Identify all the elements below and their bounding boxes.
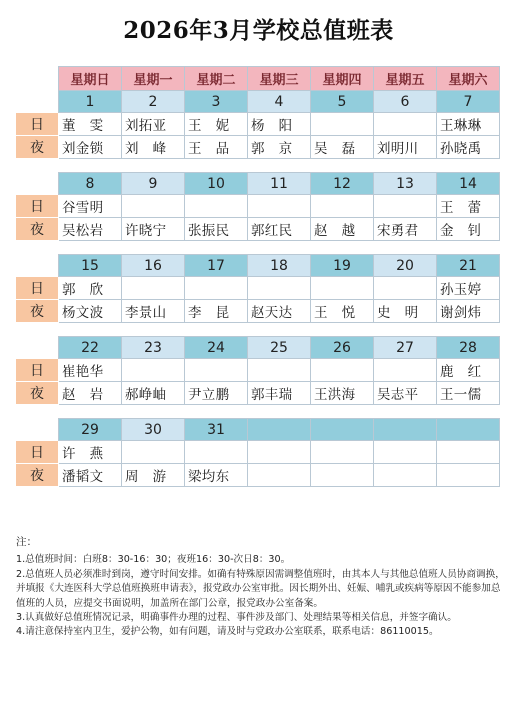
night-duty-cell: 吴松岩 — [59, 218, 122, 241]
night-shift-row — [16, 218, 500, 241]
day-shift-label: 日 — [16, 195, 59, 218]
night-duty-cell: 郭 京 — [248, 136, 311, 159]
weekday-header: 星期四 — [311, 67, 374, 91]
date-cell — [437, 419, 500, 441]
night-duty-cell: 潘韬文 — [59, 464, 122, 487]
night-shift-label: 夜 — [16, 464, 59, 487]
night-duty-cell — [374, 464, 437, 487]
day-duty-cell: 刘拓亚 — [122, 113, 185, 136]
date-cell: 12 — [311, 173, 374, 195]
date-cell: 18 — [248, 255, 311, 277]
weekday-header: 星期日 — [59, 67, 122, 91]
date-cell: 17 — [185, 255, 248, 277]
day-duty-cell — [122, 277, 185, 300]
weekday-header: 星期六 — [437, 67, 500, 91]
day-shift-row — [16, 195, 500, 218]
day-duty-cell — [311, 359, 374, 382]
day-shift-row — [16, 277, 500, 300]
night-duty-cell: 吴 磊 — [311, 136, 374, 159]
day-duty-cell: 王琳琳 — [437, 113, 500, 136]
day-shift-label: 日 — [16, 277, 59, 300]
date-cell: 28 — [437, 337, 500, 359]
night-shift-row — [16, 136, 500, 159]
weekday-header: 星期二 — [185, 67, 248, 91]
date-cell: 3 — [185, 91, 248, 113]
date-cell: 31 — [185, 419, 248, 441]
night-duty-cell: 金 钊 — [437, 218, 500, 241]
date-cell: 8 — [59, 173, 122, 195]
duty-calendar — [15, 66, 500, 487]
night-shift-row — [16, 300, 500, 323]
day-shift-row — [16, 113, 500, 136]
night-duty-cell: 刘 峰 — [122, 136, 185, 159]
week-gap-cell — [16, 323, 500, 337]
day-duty-cell — [374, 195, 437, 218]
night-duty-cell: 郭丰瑞 — [248, 382, 311, 405]
night-shift-label: 夜 — [16, 300, 59, 323]
date-cell: 26 — [311, 337, 374, 359]
date-cell: 15 — [59, 255, 122, 277]
weekday-header: 星期五 — [374, 67, 437, 91]
date-cell — [248, 419, 311, 441]
date-cell — [374, 419, 437, 441]
weekday-header: 星期一 — [122, 67, 185, 91]
date-cell: 4 — [248, 91, 311, 113]
date-cell: 9 — [122, 173, 185, 195]
day-duty-cell: 杨 阳 — [248, 113, 311, 136]
day-shift-label: 日 — [16, 441, 59, 464]
day-duty-cell — [185, 195, 248, 218]
night-duty-cell — [437, 464, 500, 487]
week-gap — [16, 323, 500, 337]
night-duty-cell: 尹立鹏 — [185, 382, 248, 405]
day-duty-cell — [374, 359, 437, 382]
week-gap-cell — [16, 241, 500, 255]
day-duty-cell — [248, 441, 311, 464]
day-duty-cell: 孙玉婷 — [437, 277, 500, 300]
night-duty-cell: 王一儒 — [437, 382, 500, 405]
day-duty-cell: 董 雯 — [59, 113, 122, 136]
night-shift-row — [16, 382, 500, 405]
night-duty-cell — [248, 464, 311, 487]
night-duty-cell: 吴志平 — [374, 382, 437, 405]
weekday-header-row — [16, 67, 500, 91]
week-gap-cell — [16, 159, 500, 173]
day-duty-cell — [311, 113, 374, 136]
night-duty-cell: 史 明 — [374, 300, 437, 323]
day-shift-label: 日 — [16, 113, 59, 136]
day-duty-cell — [185, 359, 248, 382]
night-shift-label: 夜 — [16, 136, 59, 159]
note-item: 2.总值班人员必须准时到岗，遵守时间安排。如确有特殊原因需调整值班时，由其本人与其他总值班人员协商调换，并填报《大连医科大学总值班换班申请表》，报党政办公室审批。因长期外出、妊娠、哺乳或疾病等原因不能参加总值班的人员，应提交书面说明，加盖所在部门公章，报党政办公室备案。 — [16, 568, 505, 609]
week-gap — [16, 159, 500, 173]
date-cell: 10 — [185, 173, 248, 195]
day-duty-cell — [374, 277, 437, 300]
day-duty-cell — [311, 277, 374, 300]
date-row — [16, 91, 500, 113]
day-duty-cell — [374, 113, 437, 136]
day-duty-cell: 谷雪明 — [59, 195, 122, 218]
day-shift-row — [16, 441, 500, 464]
night-shift-row — [16, 464, 500, 487]
date-cell: 6 — [374, 91, 437, 113]
note-item: 4.请注意保持室内卫生，爱护公物，如有问题，请及时与党政办公室联系，联系电话：86110015。 — [16, 626, 439, 638]
date-cell: 14 — [437, 173, 500, 195]
day-duty-cell — [185, 441, 248, 464]
night-duty-cell: 孙晓禹 — [437, 136, 500, 159]
row-label-spacer — [16, 419, 59, 441]
day-duty-cell: 王 妮 — [185, 113, 248, 136]
day-duty-cell: 许 燕 — [59, 441, 122, 464]
night-duty-cell: 杨文波 — [59, 300, 122, 323]
night-duty-cell: 赵 越 — [311, 218, 374, 241]
row-label-spacer — [16, 173, 59, 195]
week-gap — [16, 241, 500, 255]
date-cell: 19 — [311, 255, 374, 277]
page-title: 2026年3月学校总值班表 — [123, 17, 394, 44]
day-duty-cell — [374, 441, 437, 464]
night-duty-cell: 宋勇君 — [374, 218, 437, 241]
day-duty-cell — [185, 277, 248, 300]
day-duty-cell — [248, 277, 311, 300]
note-item: 3.认真做好总值班情况记录，明确事件办理的过程、事件涉及部门、处理结果等相关信息，并签字确认。 — [16, 612, 457, 624]
date-cell: 25 — [248, 337, 311, 359]
date-cell: 11 — [248, 173, 311, 195]
day-duty-cell — [122, 441, 185, 464]
date-cell: 30 — [122, 419, 185, 441]
date-cell: 2 — [122, 91, 185, 113]
date-cell: 22 — [59, 337, 122, 359]
night-duty-cell: 王 悦 — [311, 300, 374, 323]
date-cell: 29 — [59, 419, 122, 441]
date-cell: 27 — [374, 337, 437, 359]
night-duty-cell: 赵天达 — [248, 300, 311, 323]
day-duty-cell — [248, 195, 311, 218]
night-duty-cell: 刘金锁 — [59, 136, 122, 159]
day-shift-row — [16, 359, 500, 382]
weekday-header: 星期三 — [248, 67, 311, 91]
day-duty-cell — [248, 359, 311, 382]
night-duty-cell: 赵 岩 — [59, 382, 122, 405]
header-spacer — [16, 67, 59, 91]
day-duty-cell: 郭 欣 — [59, 277, 122, 300]
date-row — [16, 337, 500, 359]
day-duty-cell — [437, 441, 500, 464]
night-shift-label: 夜 — [16, 382, 59, 405]
date-cell: 13 — [374, 173, 437, 195]
row-label-spacer — [16, 337, 59, 359]
night-duty-cell: 王 品 — [185, 136, 248, 159]
date-cell: 21 — [437, 255, 500, 277]
day-duty-cell: 王 蕾 — [437, 195, 500, 218]
date-cell: 5 — [311, 91, 374, 113]
date-cell: 1 — [59, 91, 122, 113]
note-item: 1.总值班时间：白班8：30-16：30；夜班16：30-次日8：30。 — [16, 554, 291, 566]
night-duty-cell: 刘明川 — [374, 136, 437, 159]
day-shift-label: 日 — [16, 359, 59, 382]
day-duty-cell — [311, 441, 374, 464]
date-cell: 23 — [122, 337, 185, 359]
row-label-spacer — [16, 91, 59, 113]
night-duty-cell: 李景山 — [122, 300, 185, 323]
day-duty-cell: 鹿 红 — [437, 359, 500, 382]
day-duty-cell — [122, 195, 185, 218]
night-duty-cell: 谢剑炜 — [437, 300, 500, 323]
notes-heading: 注： — [16, 536, 37, 548]
date-cell — [311, 419, 374, 441]
night-duty-cell: 许晓宁 — [122, 218, 185, 241]
day-duty-cell — [311, 195, 374, 218]
night-duty-cell: 周 游 — [122, 464, 185, 487]
date-cell: 24 — [185, 337, 248, 359]
night-duty-cell: 梁均东 — [185, 464, 248, 487]
date-row — [16, 173, 500, 195]
night-duty-cell: 王洪海 — [311, 382, 374, 405]
date-cell: 7 — [437, 91, 500, 113]
night-duty-cell: 郝峥岫 — [122, 382, 185, 405]
week-gap — [16, 405, 500, 419]
week-gap-cell — [16, 405, 500, 419]
date-cell: 16 — [122, 255, 185, 277]
night-shift-label: 夜 — [16, 218, 59, 241]
day-duty-cell — [122, 359, 185, 382]
night-duty-cell: 郭红民 — [248, 218, 311, 241]
date-row — [16, 419, 500, 441]
night-duty-cell: 李 昆 — [185, 300, 248, 323]
notes-section — [16, 535, 508, 640]
day-duty-cell: 崔艳华 — [59, 359, 122, 382]
date-row — [16, 255, 500, 277]
date-cell: 20 — [374, 255, 437, 277]
night-duty-cell: 张振民 — [185, 218, 248, 241]
row-label-spacer — [16, 255, 59, 277]
night-duty-cell — [311, 464, 374, 487]
